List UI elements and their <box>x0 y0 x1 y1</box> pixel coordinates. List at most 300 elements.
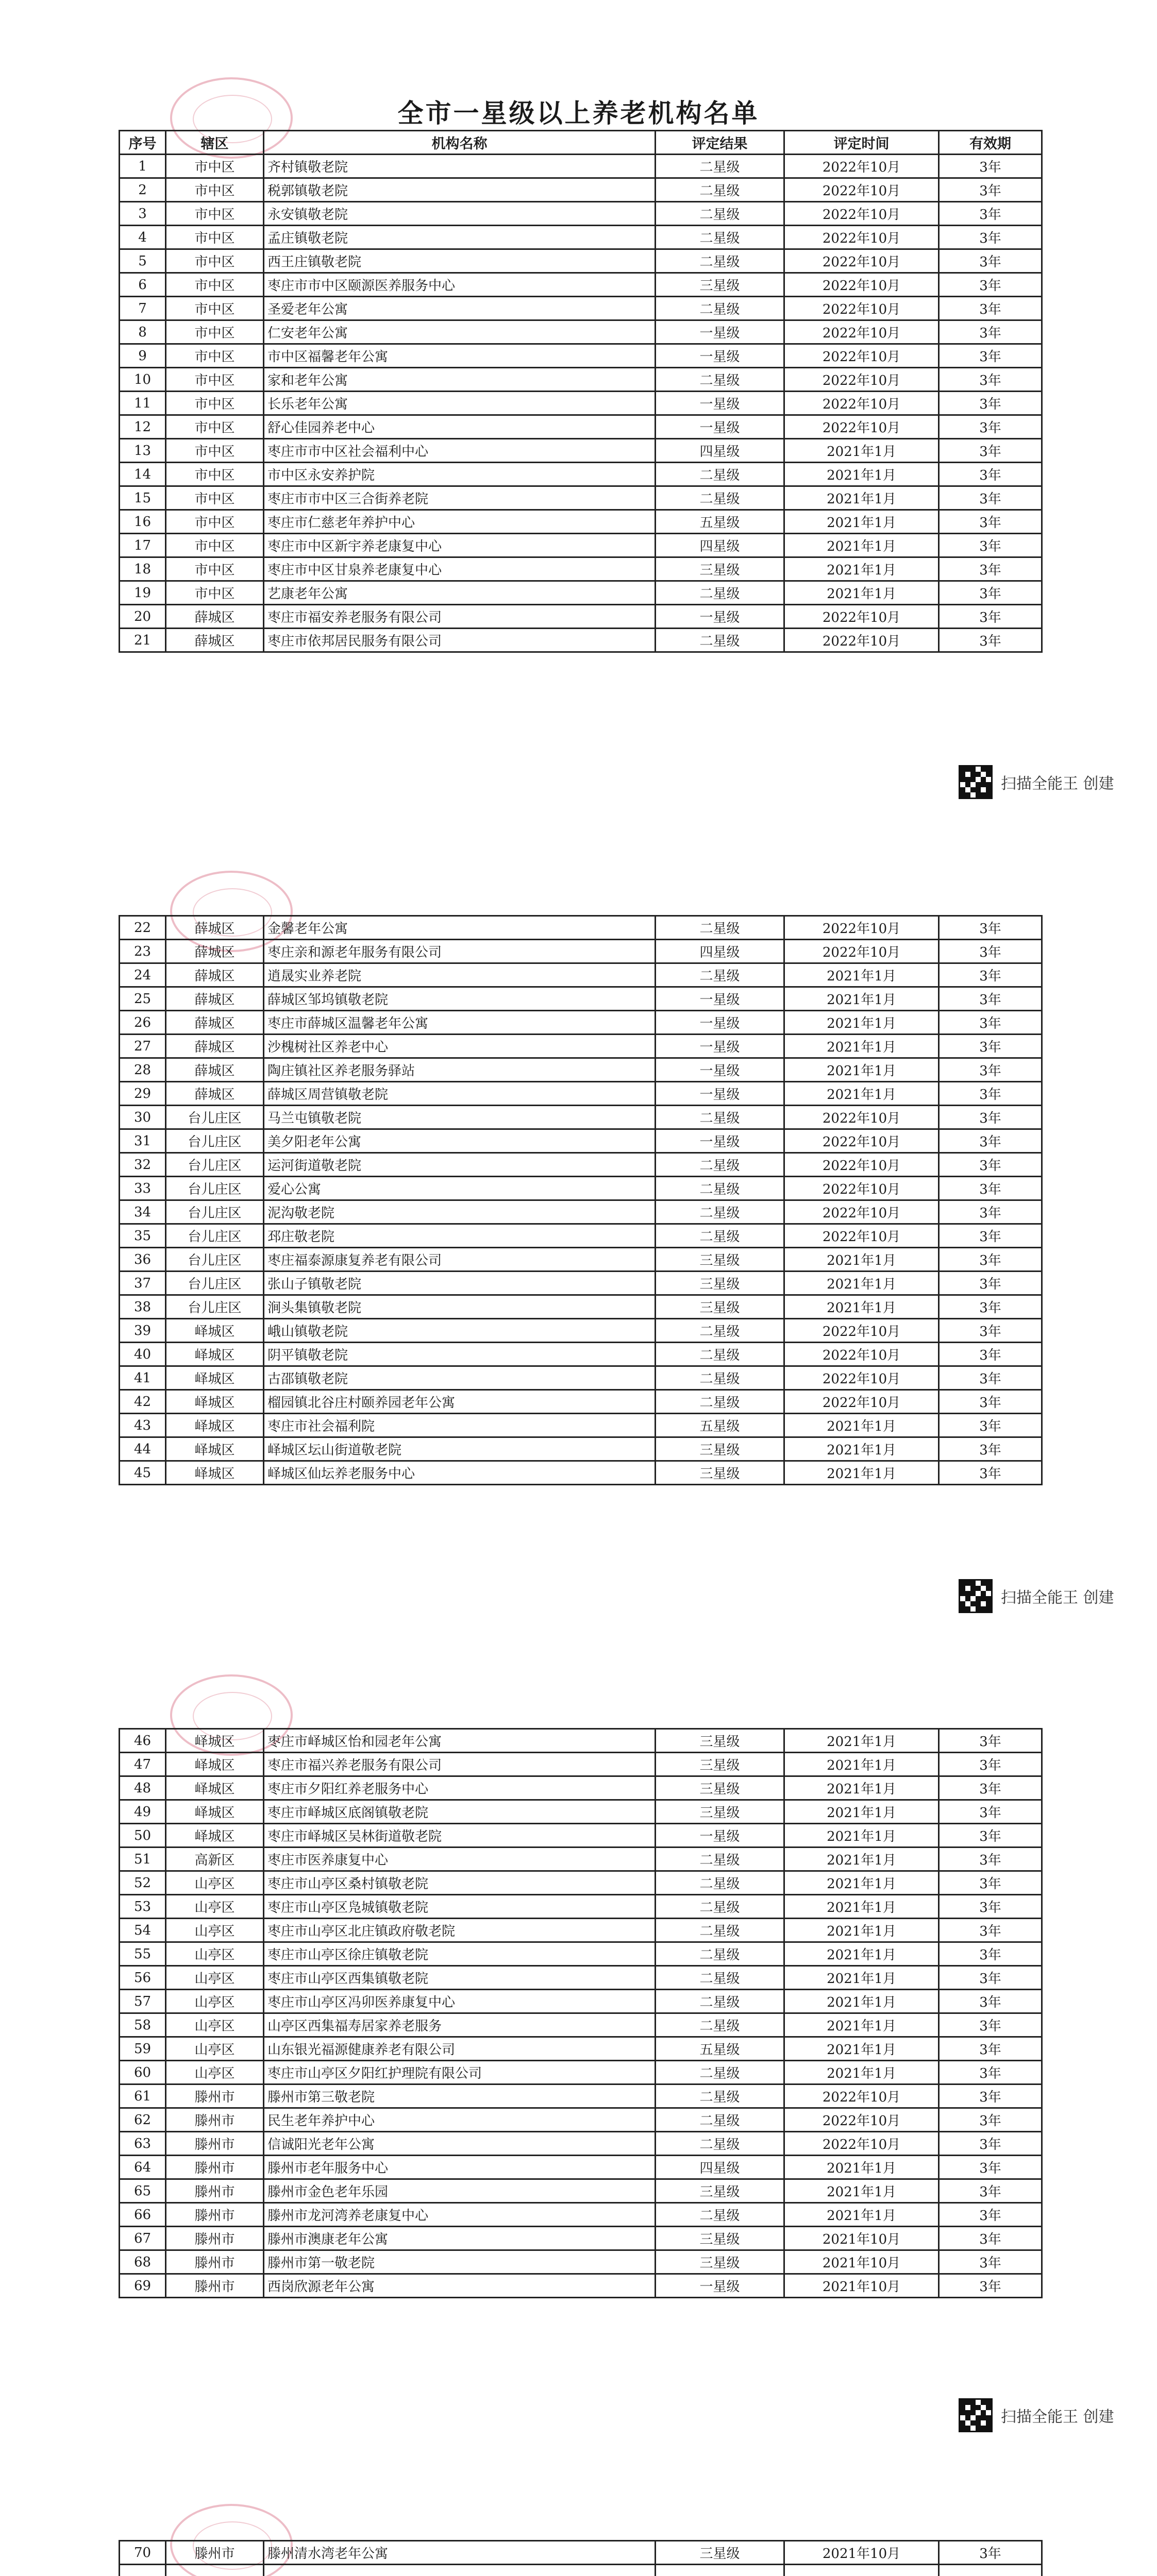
cell-district: 峄城区 <box>166 1437 264 1461</box>
cell-row-number: 51 <box>120 1848 166 1871</box>
cell-rating: 二星级 <box>656 963 784 987</box>
cell-institution-name: 税郭镇敬老院 <box>264 178 656 202</box>
cell-rating: 一星级 <box>656 344 784 368</box>
cell-district: 山亭区 <box>166 1919 264 1942</box>
table-row <box>120 557 1042 581</box>
cell-row-number: 8 <box>120 320 166 344</box>
cell-district: 市中区 <box>166 463 264 486</box>
cell-district: 高新区 <box>166 1848 264 1871</box>
table-row <box>120 2061 1042 2084</box>
cell-rating: 三星级 <box>656 1776 784 1800</box>
cell-validity: 3年 <box>939 1824 1042 1848</box>
cell-institution-name: 枣庄亲和源老年服务有限公司 <box>264 940 656 963</box>
table-row <box>120 2227 1042 2250</box>
cell-validity: 3年 <box>939 1343 1042 1366</box>
table-row <box>120 1224 1042 1248</box>
cell-district: 薛城区 <box>166 987 264 1011</box>
cell-validity: 3年 <box>939 1153 1042 1177</box>
table-row <box>120 1106 1042 1129</box>
cell-rating: 二星级 <box>656 368 784 392</box>
cell-validity: 3年 <box>939 1895 1042 1919</box>
cell-rating: 二星级 <box>656 1177 784 1200</box>
cell-rating: 一星级 <box>656 605 784 629</box>
table-row <box>120 226 1042 249</box>
cell-institution-name: 枣庄市夕阳红养老服务中心 <box>264 1776 656 1800</box>
cell-rating-date: 2021年1月 <box>784 1729 939 1753</box>
cell-validity: 3年 <box>939 1776 1042 1800</box>
cell-district: 市中区 <box>166 226 264 249</box>
cell-row-number: 21 <box>120 629 166 652</box>
table-row <box>120 534 1042 557</box>
cell-institution-name: 枣庄市山亭区徐庄镇敬老院 <box>264 1942 656 1966</box>
cell-rating-date: 2022年10月 <box>784 344 939 368</box>
cell-row-number: 27 <box>120 1035 166 1058</box>
cell-rating: 二星级 <box>656 1343 784 1366</box>
cell-institution-name: 永安镇敬老院 <box>264 202 656 226</box>
cell-validity: 3年 <box>939 2203 1042 2227</box>
table-row <box>120 1848 1042 1871</box>
cell-rating-date: 2021年10月 <box>784 2274 939 2298</box>
cell-rating-date: 2021年1月 <box>784 1082 939 1106</box>
cell-rating-date: 2021年1月 <box>784 2156 939 2179</box>
cell-validity: 3年 <box>939 987 1042 1011</box>
cell-rating: 二星级 <box>656 463 784 486</box>
table-row <box>120 344 1042 368</box>
table-row <box>120 510 1042 534</box>
cell-row-number: 11 <box>120 392 166 415</box>
cell-validity: 3年 <box>939 1729 1042 1753</box>
cell-row-number: 4 <box>120 226 166 249</box>
cell-rating-date: 2021年1月 <box>784 1753 939 1776</box>
cell-validity: 3年 <box>939 1942 1042 1966</box>
cell-row-number: 12 <box>120 415 166 439</box>
cell-validity: 3年 <box>939 1366 1042 1390</box>
cell-institution-name: 枣庄市市中区社会福利中心 <box>264 439 656 463</box>
table-row <box>120 1776 1042 1800</box>
cell-rating: 一星级 <box>656 415 784 439</box>
cell-rating: 二星级 <box>656 2132 784 2156</box>
cell-district: 滕州市 <box>166 2274 264 2298</box>
cell-district: 市中区 <box>166 249 264 273</box>
cell-rating-date: 2021年1月 <box>784 1414 939 1437</box>
cell-rating: 二星级 <box>656 629 784 652</box>
cell-rating-date: 2022年10月 <box>784 1177 939 1200</box>
cell-rating: 二星级 <box>656 1153 784 1177</box>
cell-validity: 3年 <box>939 2179 1042 2203</box>
cell-district: 山亭区 <box>166 2061 264 2084</box>
cell-rating-date: 2021年10月 <box>784 2227 939 2250</box>
cell-district: 滕州市 <box>166 2250 264 2274</box>
cell-row-number: 68 <box>120 2250 166 2274</box>
cell-rating-date: 2021年1月 <box>784 1966 939 1990</box>
cell-rating-date: 2021年1月 <box>784 510 939 534</box>
cell-rating-date: 2022年10月 <box>784 2132 939 2156</box>
cell-rating-date: 2022年10月 <box>784 1129 939 1153</box>
cell-rating-date: 2021年1月 <box>784 1272 939 1295</box>
cell-institution-name: 涧头集镇敬老院 <box>264 1295 656 1319</box>
cell-rating-date: 2022年10月 <box>784 1224 939 1248</box>
table-header-row <box>120 131 1042 155</box>
cell-institution-name: 枣庄市市中区颐源医养服务中心 <box>264 273 656 297</box>
cell-district: 薛城区 <box>166 629 264 652</box>
cell-rating: 二星级 <box>656 1390 784 1414</box>
cell-rating-date: 2022年10月 <box>784 226 939 249</box>
table-row <box>120 2250 1042 2274</box>
cell-validity: 3年 <box>939 202 1042 226</box>
cell-validity: 3年 <box>939 486 1042 510</box>
table-row <box>120 1895 1042 1919</box>
cell-district: 薛城区 <box>166 916 264 940</box>
cell-institution-name: 枣庄市山亭区北庄镇政府敬老院 <box>264 1919 656 1942</box>
cell-validity: 3年 <box>939 2037 1042 2061</box>
cell-institution-name: 枣庄市市中区三合街养老院 <box>264 486 656 510</box>
cell-district: 市中区 <box>166 439 264 463</box>
table-row <box>120 486 1042 510</box>
table-row <box>120 1966 1042 1990</box>
cell-row-number: 25 <box>120 987 166 1011</box>
cell-rating: 二星级 <box>656 1106 784 1129</box>
cell-validity: 3年 <box>939 1848 1042 1871</box>
table-row <box>120 1390 1042 1414</box>
cell-rating: 二星级 <box>656 2108 784 2132</box>
cell-row-number: 53 <box>120 1895 166 1919</box>
cell-row-number: 39 <box>120 1319 166 1343</box>
table-row <box>120 1295 1042 1319</box>
cell-institution-name: 枣庄市山亭区西集镇敬老院 <box>264 1966 656 1990</box>
cell-validity: 3年 <box>939 2132 1042 2156</box>
cell-row-number: 5 <box>120 249 166 273</box>
cell-rating: 三星级 <box>656 273 784 297</box>
cell-rating: 二星级 <box>656 2084 784 2108</box>
cell-row-number: 62 <box>120 2108 166 2132</box>
cell-validity: 3年 <box>939 2108 1042 2132</box>
cell-institution-name: 仁安老年公寓 <box>264 320 656 344</box>
cell-institution-name <box>264 2565 656 2576</box>
cell-row-number: 30 <box>120 1106 166 1129</box>
cell-district: 薛城区 <box>166 963 264 987</box>
table-row <box>120 439 1042 463</box>
cell-district: 市中区 <box>166 273 264 297</box>
cell-rating-date: 2021年1月 <box>784 2061 939 2084</box>
table-row <box>120 368 1042 392</box>
cell-row-number: 9 <box>120 344 166 368</box>
cell-rating: 四星级 <box>656 2156 784 2179</box>
cell-rating-date: 2021年1月 <box>784 1895 939 1919</box>
table-row <box>120 1082 1042 1106</box>
cell-rating-date: 2022年10月 <box>784 940 939 963</box>
table-row <box>120 178 1042 202</box>
cell-rating-date: 2022年10月 <box>784 605 939 629</box>
qr-code-icon <box>959 1579 993 1613</box>
table-row <box>120 2037 1042 2061</box>
cell-row-number: 67 <box>120 2227 166 2250</box>
cell-validity: 3年 <box>939 2227 1042 2250</box>
cell-validity: 3年 <box>939 557 1042 581</box>
cell-district: 薛城区 <box>166 1011 264 1035</box>
cell-validity: 3年 <box>939 249 1042 273</box>
cell-validity: 3年 <box>939 392 1042 415</box>
cell-row-number: 45 <box>120 1461 166 1485</box>
cell-row-number: 35 <box>120 1224 166 1248</box>
cell-rating-date: 2021年1月 <box>784 1942 939 1966</box>
cell-rating-date: 2021年1月 <box>784 2203 939 2227</box>
scanner-watermark-text: 扫描全能王 创建 <box>1001 775 1114 793</box>
cell-institution-name: 薛城区周营镇敬老院 <box>264 1082 656 1106</box>
cell-validity: 3年 <box>939 344 1042 368</box>
cell-validity: 3年 <box>939 1106 1042 1129</box>
cell-row-number: 23 <box>120 940 166 963</box>
cell-validity: 3年 <box>939 2274 1042 2298</box>
cell-institution-name: 枣庄市山亭区桑村镇敬老院 <box>264 1871 656 1895</box>
cell-district: 山亭区 <box>166 1871 264 1895</box>
cell-row-number: 69 <box>120 2274 166 2298</box>
cell-institution-name: 枣庄市薛城区温馨老年公寓 <box>264 1011 656 1035</box>
cell-validity: 3年 <box>939 1753 1042 1776</box>
cell-district: 市中区 <box>166 155 264 178</box>
cell-row-number: 41 <box>120 1366 166 1390</box>
cell-institution-name: 滕州市老年服务中心 <box>264 2156 656 2179</box>
cell-row-number: 32 <box>120 1153 166 1177</box>
cell-validity: 3年 <box>939 1082 1042 1106</box>
table-row <box>120 1729 1042 1753</box>
cell-rating-date: 2021年1月 <box>784 1848 939 1871</box>
cell-rating: 三星级 <box>656 2179 784 2203</box>
cell-rating: 一星级 <box>656 1824 784 1848</box>
column-header-rating-date: 评定时间 <box>784 131 939 155</box>
cell-row-number: 59 <box>120 2037 166 2061</box>
cell-rating-date: 2021年10月 <box>784 2541 939 2565</box>
table-row <box>120 392 1042 415</box>
cell-rating-date: 2021年1月 <box>784 1824 939 1848</box>
cell-validity: 3年 <box>939 2541 1042 2565</box>
cell-district: 市中区 <box>166 581 264 605</box>
table-row <box>120 2179 1042 2203</box>
table-row <box>120 1272 1042 1295</box>
cell-institution-name: 枣庄市峄城区怡和园老年公寓 <box>264 1729 656 1753</box>
table-row <box>120 202 1042 226</box>
cell-institution-name: 阴平镇敬老院 <box>264 1343 656 1366</box>
cell-validity: 3年 <box>939 1011 1042 1035</box>
cell-institution-name: 圣爱老年公寓 <box>264 297 656 320</box>
cell-rating: 三星级 <box>656 1272 784 1295</box>
cell-rating-date: 2021年1月 <box>784 463 939 486</box>
cell-district: 薛城区 <box>166 605 264 629</box>
cell-row-number: 29 <box>120 1082 166 1106</box>
cell-district: 台儿庄区 <box>166 1129 264 1153</box>
cell-validity: 3年 <box>939 1990 1042 2013</box>
cell-rating: 二星级 <box>656 916 784 940</box>
cell-institution-name: 西王庄镇敬老院 <box>264 249 656 273</box>
cell-district: 市中区 <box>166 344 264 368</box>
table-row <box>120 605 1042 629</box>
cell-district: 峄城区 <box>166 1366 264 1390</box>
cell-rating: 一星级 <box>656 2274 784 2298</box>
cell-row-number: 61 <box>120 2084 166 2108</box>
cell-rating-date: 2022年10月 <box>784 1366 939 1390</box>
table-row <box>120 1461 1042 1485</box>
cell-district: 滕州市 <box>166 2156 264 2179</box>
cell-row-number: 46 <box>120 1729 166 1753</box>
cell-rating: 二星级 <box>656 2013 784 2037</box>
cell-row-number: 37 <box>120 1272 166 1295</box>
table-row <box>120 2084 1042 2108</box>
cell-validity: 3年 <box>939 1966 1042 1990</box>
cell-rating: 二星级 <box>656 1224 784 1248</box>
cell-rating-date: 2022年10月 <box>784 629 939 652</box>
cell-rating: 一星级 <box>656 1058 784 1082</box>
cell-rating-date: 2022年10月 <box>784 1200 939 1224</box>
cell-rating-date: 2021年1月 <box>784 963 939 987</box>
qr-code-icon <box>959 765 993 799</box>
cell-rating-date: 2022年10月 <box>784 2108 939 2132</box>
cell-row-number: 50 <box>120 1824 166 1848</box>
cell-rating-date: 2021年1月 <box>784 2037 939 2061</box>
cell-rating-date: 2022年10月 <box>784 2084 939 2108</box>
cell-rating: 三星级 <box>656 1729 784 1753</box>
cell-institution-name: 运河街道敬老院 <box>264 1153 656 1177</box>
cell-district: 山亭区 <box>166 2037 264 2061</box>
page-title: 全市一星级以上养老机构名单 <box>397 98 760 128</box>
cell-validity <box>939 2565 1042 2576</box>
cell-institution-name: 西岗欣源老年公寓 <box>264 2274 656 2298</box>
cell-row-number: 24 <box>120 963 166 987</box>
cell-institution-name: 枣庄市仁慈老年养护中心 <box>264 510 656 534</box>
column-header-rating: 评定结果 <box>656 131 784 155</box>
institution-table-page-2 <box>119 915 1043 1485</box>
cell-institution-name: 滕州清水湾老年公寓 <box>264 2541 656 2565</box>
cell-validity: 3年 <box>939 1437 1042 1461</box>
cell-rating: 五星级 <box>656 1414 784 1437</box>
cell-institution-name: 榴园镇北谷庄村颐养园老年公寓 <box>264 1390 656 1414</box>
scanner-watermark <box>959 762 1114 802</box>
cell-rating-date: 2021年1月 <box>784 581 939 605</box>
cell-validity: 3年 <box>939 940 1042 963</box>
cell-row-number: 48 <box>120 1776 166 1800</box>
cell-district: 峄城区 <box>166 1319 264 1343</box>
table-row <box>120 2565 1042 2576</box>
qr-code-icon <box>959 2398 993 2432</box>
cell-rating: 二星级 <box>656 581 784 605</box>
cell-row-number: 64 <box>120 2156 166 2179</box>
cell-rating <box>656 2565 784 2576</box>
cell-rating: 三星级 <box>656 1800 784 1824</box>
cell-district: 峄城区 <box>166 1729 264 1753</box>
table-row <box>120 155 1042 178</box>
table-row <box>120 273 1042 297</box>
cell-district: 滕州市 <box>166 2203 264 2227</box>
cell-district: 市中区 <box>166 392 264 415</box>
cell-institution-name: 枣庄市山亭区夕阳红护理院有限公司 <box>264 2061 656 2084</box>
cell-row-number: 16 <box>120 510 166 534</box>
cell-rating-date: 2022年10月 <box>784 297 939 320</box>
cell-validity: 3年 <box>939 534 1042 557</box>
cell-validity: 3年 <box>939 1390 1042 1414</box>
cell-institution-name: 古邵镇敬老院 <box>264 1366 656 1390</box>
table-row <box>120 1366 1042 1390</box>
table-row <box>120 415 1042 439</box>
cell-rating: 二星级 <box>656 226 784 249</box>
cell-validity: 3年 <box>939 1414 1042 1437</box>
cell-row-number: 31 <box>120 1129 166 1153</box>
cell-rating: 二星级 <box>656 1966 784 1990</box>
cell-institution-name: 枣庄市山亭区冯卯医养康复中心 <box>264 1990 656 2013</box>
cell-validity: 3年 <box>939 1295 1042 1319</box>
cell-validity: 3年 <box>939 2061 1042 2084</box>
cell-row-number: 56 <box>120 1966 166 1990</box>
table-row <box>120 1990 1042 2013</box>
cell-rating-date: 2021年1月 <box>784 2179 939 2203</box>
cell-rating: 二星级 <box>656 1990 784 2013</box>
cell-rating: 五星级 <box>656 510 784 534</box>
table-row <box>120 987 1042 1011</box>
cell-row-number: 2 <box>120 178 166 202</box>
cell-validity: 3年 <box>939 273 1042 297</box>
cell-district: 山亭区 <box>166 1966 264 1990</box>
cell-validity: 3年 <box>939 1224 1042 1248</box>
cell-district <box>166 2565 264 2576</box>
cell-institution-name: 枣庄市福安养老服务有限公司 <box>264 605 656 629</box>
scanner-watermark-text: 扫描全能王 创建 <box>1001 1589 1114 1607</box>
cell-row-number: 33 <box>120 1177 166 1200</box>
cell-district: 峄城区 <box>166 1753 264 1776</box>
cell-district: 市中区 <box>166 178 264 202</box>
table-row <box>120 1919 1042 1942</box>
cell-row-number: 70 <box>120 2541 166 2565</box>
cell-row-number: 28 <box>120 1058 166 1082</box>
cell-rating-date: 2022年10月 <box>784 1153 939 1177</box>
table-row <box>120 249 1042 273</box>
cell-district: 峄城区 <box>166 1800 264 1824</box>
cell-district: 市中区 <box>166 486 264 510</box>
cell-district: 市中区 <box>166 534 264 557</box>
cell-rating: 三星级 <box>656 1461 784 1485</box>
cell-rating-date: 2021年1月 <box>784 1800 939 1824</box>
cell-row-number: 58 <box>120 2013 166 2037</box>
table-row <box>120 629 1042 652</box>
cell-row-number: 19 <box>120 581 166 605</box>
cell-rating: 二星级 <box>656 297 784 320</box>
cell-row-number <box>120 2565 166 2576</box>
cell-rating: 三星级 <box>656 1437 784 1461</box>
cell-rating-date: 2022年10月 <box>784 1106 939 1129</box>
cell-rating-date: 2021年1月 <box>784 1248 939 1272</box>
cell-validity: 3年 <box>939 2013 1042 2037</box>
cell-row-number: 54 <box>120 1919 166 1942</box>
cell-institution-name: 枣庄市山亭区凫城镇敬老院 <box>264 1895 656 1919</box>
cell-institution-name: 滕州市澳康老年公寓 <box>264 2227 656 2250</box>
cell-district: 山亭区 <box>166 1990 264 2013</box>
table-row <box>120 1824 1042 1848</box>
table-row <box>120 1942 1042 1966</box>
cell-rating: 一星级 <box>656 320 784 344</box>
cell-rating: 三星级 <box>656 2250 784 2274</box>
cell-row-number: 3 <box>120 202 166 226</box>
cell-district: 市中区 <box>166 202 264 226</box>
cell-institution-name: 美夕阳老年公寓 <box>264 1129 656 1153</box>
cell-rating: 二星级 <box>656 2061 784 2084</box>
cell-validity: 3年 <box>939 178 1042 202</box>
column-header-row-number: 序号 <box>120 131 166 155</box>
cell-row-number: 17 <box>120 534 166 557</box>
cell-validity: 3年 <box>939 963 1042 987</box>
cell-row-number: 6 <box>120 273 166 297</box>
cell-validity: 3年 <box>939 1919 1042 1942</box>
table-row <box>120 916 1042 940</box>
cell-rating-date: 2022年10月 <box>784 178 939 202</box>
cell-row-number: 34 <box>120 1200 166 1224</box>
table-row <box>120 940 1042 963</box>
cell-district: 台儿庄区 <box>166 1153 264 1177</box>
